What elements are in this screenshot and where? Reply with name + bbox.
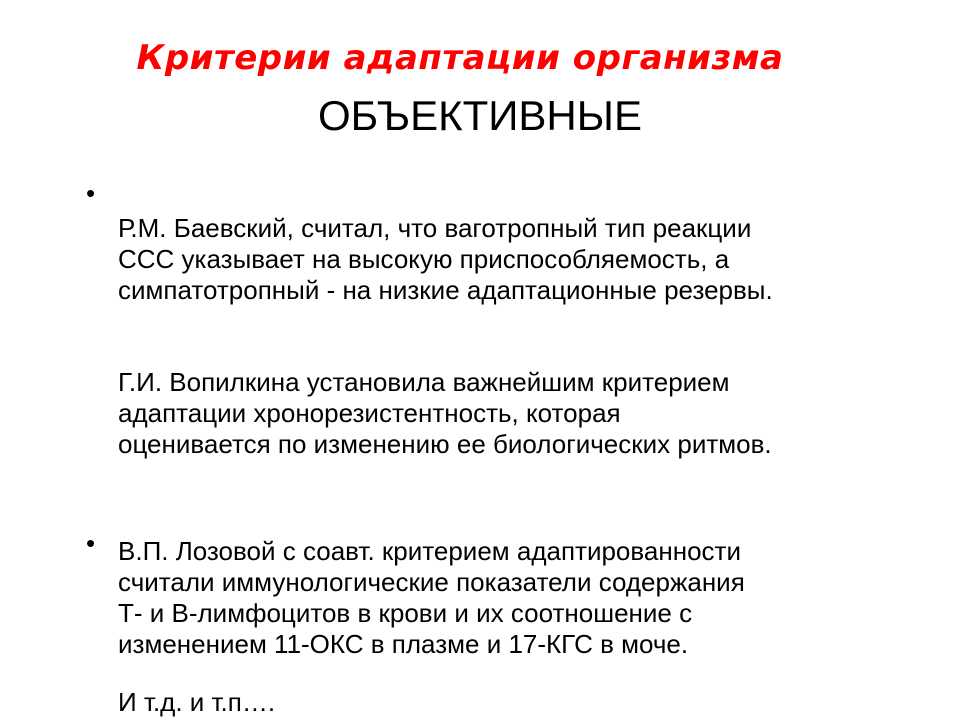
paragraph-line: симпатотропный - на низкие адаптационные резервы. [118,275,773,305]
paragraph-line: В.П. Лозовой с соавт. критерием адаптированности [118,536,741,566]
slide-title: Критерии адаптации организма [136,38,784,78]
paragraph-line: ССС указывает на высокую приспособляемость, а [118,244,730,274]
paragraph-line: оценивается по изменению ее биологических ритмов. [118,429,772,459]
paragraph-line: Г.И. Вопилкина установила важнейшим критерием [118,367,730,397]
paragraph-line: И т.д. и т.п…. [118,687,276,717]
paragraph-line: считали иммунологические показатели содержания [118,567,745,597]
paragraph-baevsky [118,213,918,306]
paragraph-lozovoy [118,536,918,660]
bullet-marker-2: • [86,528,96,558]
paragraph-etc [118,687,918,718]
paragraph-line: Р.М. Баевский, считал, что ваготропный тип реакции [118,213,752,243]
bullet-marker-1: • [86,178,96,208]
paragraph-line: Т- и В-лимфоцитов в крови и их соотношение с [118,598,693,628]
paragraph-line: адаптации хронорезистентность, которая [118,398,621,428]
slide-subtitle: ОБЪЕКТИВНЫЕ [318,92,642,139]
paragraph-line: изменением 11-ОКС в плазме и 17-КГС в моче. [118,629,689,659]
paragraph-vopilkina [118,367,918,460]
